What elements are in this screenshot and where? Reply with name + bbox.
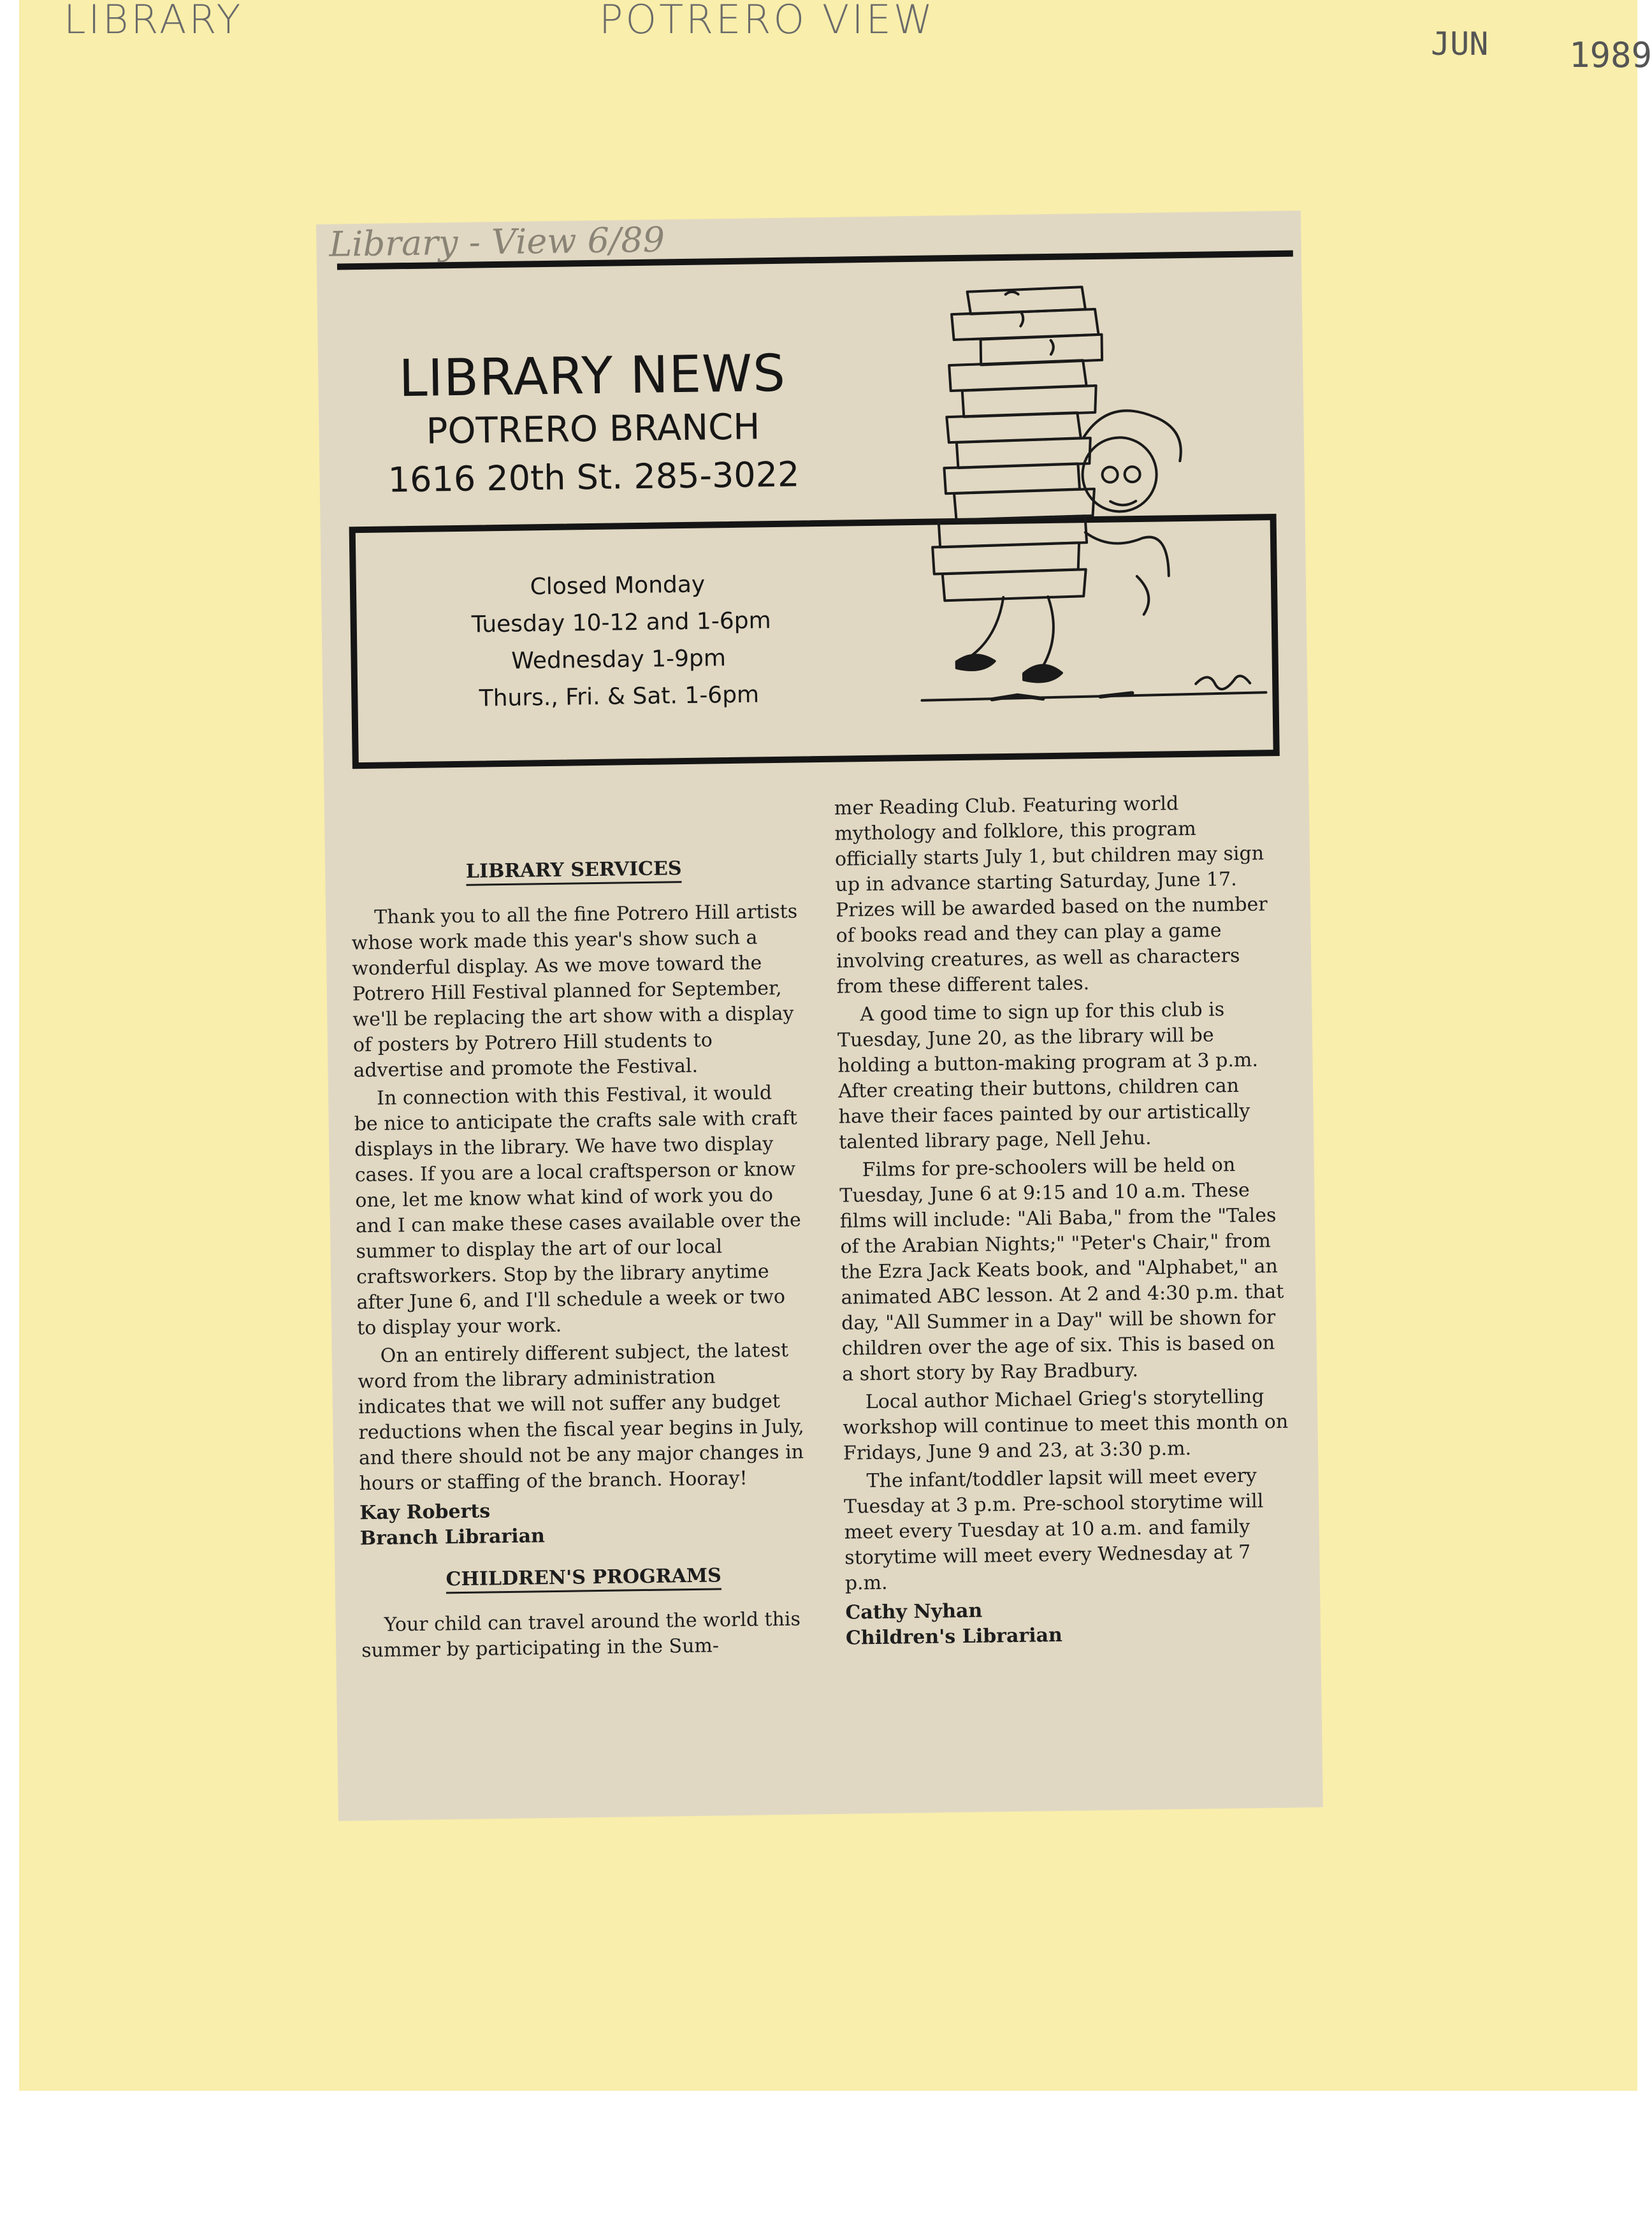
- hours-line: Wednesday 1-9pm: [511, 645, 727, 674]
- hours-line: Thurs., Fri. & Sat. 1-6pm: [479, 681, 760, 712]
- section-heading-library-services: [351, 855, 797, 887]
- article-paragraph: On an entirely different subject, the latest word from the library administration indicates that we will not suffer any budget reductions when the fiscal year begins in July, and there should not be any major changes in hours or staffing of the branch. Hooray!: [358, 1339, 804, 1495]
- branch-name: POTRERO BRANCH: [426, 406, 760, 453]
- article-paragraph: Your child can travel around the world this summer by participating in the Sum-: [361, 1608, 801, 1662]
- section-heading-text: CHILDREN'S PROGRAMS: [446, 1564, 721, 1594]
- signature-name: Kay Roberts: [359, 1500, 491, 1525]
- masthead: [363, 345, 823, 502]
- page-title: LIBRARY NEWS: [398, 343, 786, 409]
- signature-block: [845, 1594, 1292, 1652]
- column-right: [834, 790, 1293, 1652]
- hours-line: Closed Monday: [530, 571, 706, 600]
- article-paragraph: Local author Michael Grieg's storytelling workshop will continue to meet this month on Fridays, June 9 and 23, at 3:30 p.m.: [843, 1385, 1289, 1465]
- article-paragraph: Films for pre-schoolers will be held on Tuesday, June 6 at 9:15 and 10 a.m. These films will include: "Ali Baba," from the "Tales of the Arabian Nights;" "Peter's Chair," from the Ezra Jack Keats book, and "Alphabet," an animated ABC lesson. At 2 and 4:30 p.m. that day, "All Summer in a Day" will be shown for children over the age of six. This is based on a short story by Ray Bradbury.: [839, 1154, 1284, 1386]
- article-paragraph: mer Reading Club. Featuring world mythology and folklore, this program officially starts July 1, but children may sign up in advance starting Saturday, June 17. Prizes will be awarded based on the number of books read and they can play a game involving creatures, as well as characters from these different tales.: [834, 792, 1268, 998]
- article-paragraph: The infant/toddler lapsit will meet every Tuesday at 3 p.m. Pre-school storytime will meet every Tuesday at 10 a.m. and family storytime will meet every Wednesday at 7 p.m.: [843, 1464, 1264, 1595]
- newspaper-clipping: [316, 210, 1323, 1821]
- hours-line: Tuesday 10-12 and 1-6pm: [471, 607, 771, 638]
- date-stamp-month: JUN: [1431, 25, 1489, 62]
- section-heading-childrens-programs: [360, 1562, 806, 1594]
- handwritten-label-publication: POTRERO VIEW: [599, 0, 936, 43]
- article-paragraph: Thank you to all the fine Potrero Hill artists whose work made this year's show such a wonderful display. As we move toward the Potrero Hill Festival planned for September, we'll be replacing the art show with a display of posters by Potrero Hill students to advertise and promote the Festival.: [351, 900, 798, 1082]
- books-cartoon-illustration: [890, 262, 1279, 732]
- hours-list: [471, 565, 771, 717]
- signature-name: Cathy Nyhan: [845, 1599, 983, 1624]
- date-stamp-year: 1989: [1569, 35, 1652, 75]
- handwritten-label-library: LIBRARY: [64, 0, 243, 43]
- section-heading-text: LIBRARY SERVICES: [466, 857, 682, 886]
- column-left: [351, 846, 808, 1667]
- signature-block: [359, 1494, 806, 1552]
- signature-title: Branch Librarian: [359, 1525, 546, 1550]
- clipping-pencil-note: Library - View 6/89: [328, 219, 665, 265]
- branch-address-phone: 1616 20th St. 285-3022: [388, 454, 800, 500]
- article-paragraph: A good time to sign up for this club is Tuesday, June 20, as the library will be holding a button-making program at 3 p.m. After creating their buttons, children can have their faces painted by our artistically talented library page, Nell Jehu.: [837, 998, 1259, 1154]
- article-paragraph: In connection with this Festival, it would be nice to anticipate the crafts sale with craft displays in the library. We have two display cases. If you are a local craftsperson or know one, let me know what kind of work you do and I can make these cases available over the summer to display the art of our local craftsworkers. Stop by the library anytime after June 6, and I'll schedule a week or two to display your work.: [354, 1082, 802, 1340]
- signature-title: Children's Librarian: [845, 1624, 1063, 1650]
